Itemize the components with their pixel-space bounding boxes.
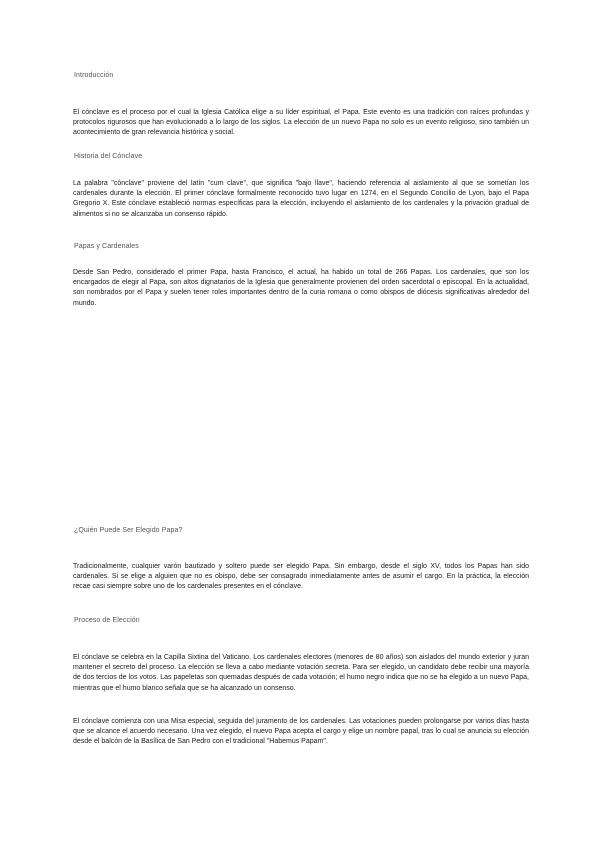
paragraph-papas-cardenales: Desde San Pedro, considerado el primer Papa, hasta Francisco, el actual, ha habido un total de 266 Papas. Los cardenales, que son los encargados de elegir al Papa, son altos dignatarios de la Iglesia que generalmente provienen del orden sacerdotal o episcopal. En la actualidad, son nombrados por el Papa y suelen tener roles importantes dentro de la curia romana o como obispos de diócesis significativas alrededor del mundo. xyxy=(73,269,529,307)
heading-papas-cardenales: Papas y Cardenales xyxy=(74,243,139,250)
paragraph-proceso-2: El cónclave comienza con una Misa especial, seguida del juramento de los cardenales. Las votaciones pueden prolongarse por varios días hasta que se alcance el acuerdo necesario. Una vez elegido, el nuevo Papa acepta el cargo y elige un nombre papal, tras lo cual se anuncia su elección desde el balcón de la Basílica de San Pedro con el tradicional "Habemus Papam". xyxy=(73,718,529,746)
heading-quien-puede: ¿Quién Puede Ser Elegido Papa? xyxy=(74,527,183,534)
heading-proceso: Proceso de Elección xyxy=(74,617,140,624)
heading-introduccion: Introducción xyxy=(74,72,114,79)
heading-historia: Historia del Cónclave xyxy=(74,153,143,160)
paragraph-introduccion: El cónclave es el proceso por el cual la Iglesia Católica elige a su líder espiritual, el Papa. Este evento es una tradición con raíces profundas y protocolos rigurosos que han evolucionado a lo largo de los siglos. La elección de un nuevo Papa no solo es un evento religioso, sino también un acontecimiento de gran relevancia histórica y social. xyxy=(73,109,529,137)
paragraph-historia: La palabra "cónclave" proviene del latín "cum clave", que significa "bajo llave", haciendo referencia al aislamiento al que se sometían los cardenales durante la elección. El primer cónclave formalmente reconocido tuvo lugar en 1274, en el Segundo Concilio de Lyon, bajo el Papa Gregorio X. Este cónclave estableció normas específicas para la elección, incluyendo el aislamiento de los cardenales y la privación gradual de alimentos si no se alcanzaba un consenso rápido. xyxy=(73,180,529,218)
paragraph-proceso-1: El cónclave se celebra en la Capilla Sixtina del Vaticano. Los cardenales electores (menores de 80 años) son aislados del mundo exterior y juran mantener el secreto del proceso. La elección se lleva a cabo mediante votación secreta. Para ser elegido, un candidato debe recibir una mayoría de dos tercios de los votos. Las papeletas son quemadas después de cada votación; el humo negro indica que no se ha elegido a un nuevo Papa, mientras que el humo blanco señala que se ha alcanzado un consenso. xyxy=(73,654,529,692)
paragraph-quien-puede: Tradicionalmente, cualquier varón bautizado y soltero puede ser elegido Papa. Sin embargo, desde el siglo XV, todos los Papas han sido cardenales. Si se elige a alguien que no es obispo, debe ser consagrado inmediatamente antes de asumir el cargo. En la práctica, la elección recae casi siempre sobre uno de los cardenales presentes en el cónclave. xyxy=(73,563,529,591)
